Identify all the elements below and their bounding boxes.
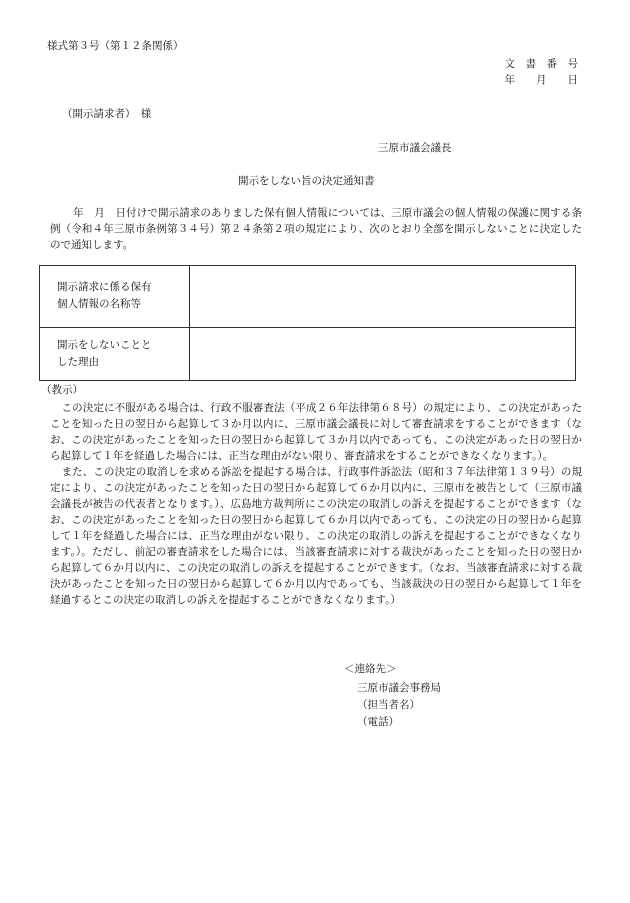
row-value-personal-info xyxy=(191,266,575,327)
notice-paragraph-lawsuit: また、この決定の取消しを求める訴訟を提起する場合は、行政事件訴訟法（昭和３７年法律第１３９号）の規定により、この決定があったことを知った日の翌日から起算して６か月以内に、三原市を被告として（三原市議会議長が被告の代表者となります。）、広島地方裁判所にこの決定の取消しの訴えを提起することができます（なお、この決定があったことを知った日の翌日から起算して６か月以内であっても、この決定の日の翌日から起算して１年を経過した場合には、正当な理由がない限り、この決定の取消しの訴えを提起することができなくなります。）。ただし、前記の審査請求をした場合には、当該審査請求に対する裁決があったことを知った日の翌日から起算して６か月以内に、この決定の取消しの訴えを提起することができます。（なお、当該審査請求に対する裁決があったことを知った日の翌日から起算して６か月以内であっても、当該裁決の日の翌日から起算して１年を経過するとこの決定の取消しの訴えを提起することができなくなります。） xyxy=(50,466,582,606)
contact-office: 三原市議会事務局 xyxy=(357,682,441,694)
contact-phone: （電話） xyxy=(357,716,399,728)
contact-person: （担当者名） xyxy=(357,699,420,711)
notice-body xyxy=(50,400,582,608)
row-label-personal-info: 開示請求に係る保有 個人情報の名称等 xyxy=(40,266,190,327)
notice-paragraph-review: この決定に不服がある場合は、行政不服審査法（平成２６年法律第６８号）の規定により、この決定があったことを知った日の翌日から起算して３か月以内に、三原市議会議長に対して審査請求をすることができます（なお、この決定があったことを知った日の翌日から起算して３か月以内であっても、この決定があった日の翌日から起算して１年を経過した場合には、正当な理由がない限り、審査請求をすることができなくなります。）。 xyxy=(50,402,582,462)
document-number: 文 書 番 号 xyxy=(504,58,578,70)
contact-heading: ＜連絡先＞ xyxy=(344,663,397,675)
table-row xyxy=(40,327,575,380)
issuer: 三原市議会議長 xyxy=(378,142,452,154)
notice-heading: （教示） xyxy=(41,384,83,396)
date-line: 年 月 日 xyxy=(504,74,578,86)
table-row xyxy=(40,266,575,328)
page-title: 開示をしない旨の決定通知書 xyxy=(238,175,375,187)
row-value-reason xyxy=(191,327,575,380)
addressee: （開示請求者） 様 xyxy=(62,108,152,120)
intro-paragraph xyxy=(50,205,582,253)
intro-text: 年 月 日付けで開示請求のありました保有個人情報については、三原市議会の個人情報の保護に関する条例（令和４年三原市条例第３４号）第２４条第２項の規定により、次のとおり全部を開示しないことに決定したので通知します。 xyxy=(50,207,582,251)
decision-table xyxy=(39,265,576,381)
form-number-label: 様式第３号（第１２条関係） xyxy=(47,40,184,52)
row-label-reason: 開示をしないことと した理由 xyxy=(40,327,190,380)
